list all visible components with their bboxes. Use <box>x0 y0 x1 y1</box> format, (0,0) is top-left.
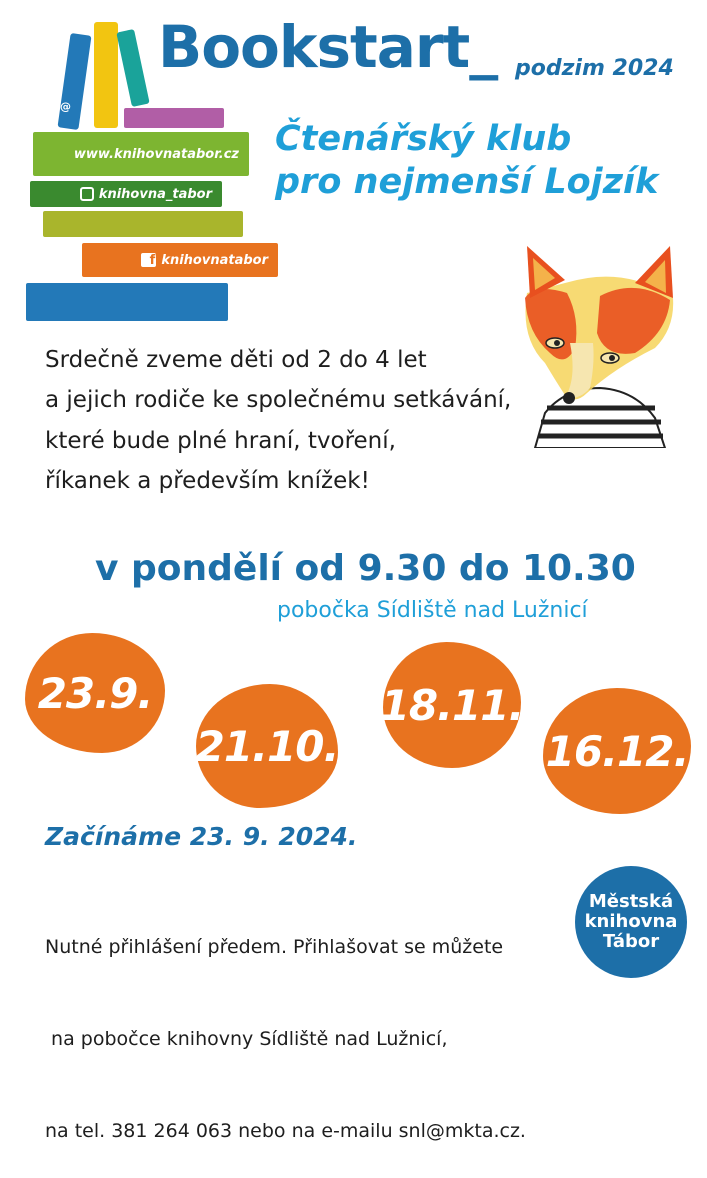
instagram-book[interactable] <box>30 181 222 207</box>
date-badge <box>543 688 691 814</box>
library-logo <box>575 866 687 978</box>
facebook-handle: knihovnatabor <box>161 252 268 268</box>
library-name-line: knihovna <box>584 910 678 932</box>
branch-location: pobočka Sídliště nad Lužnicí <box>277 598 588 623</box>
registration-note <box>45 870 526 1178</box>
invitation-line: Srdečně zveme děti od 2 do 4 let <box>45 347 427 373</box>
date-value: 16.12. <box>545 726 689 776</box>
invitation-line: a jejich rodiče ke společnému setkávání, <box>45 387 512 414</box>
note-line: na tel. 381 264 063 nebo na e-mailu snl@mkta.cz. <box>45 1120 526 1143</box>
note-line: na pobočce knihovny Sídliště nad Lužnicí, <box>45 1027 448 1050</box>
club-name-line2: pro nejmenší Lojzík <box>275 161 659 202</box>
instagram-icon <box>80 187 94 201</box>
logo-spine-blue <box>57 33 91 130</box>
fox-illustration <box>505 238 685 448</box>
facebook-icon: f <box>141 253 156 267</box>
bookstart-title: Bookstart_ <box>158 13 498 81</box>
note-line: Nutné přihlášení předem. Přihlašovat se můžete <box>45 935 504 958</box>
logo-book-purple <box>124 108 224 128</box>
logo-spine-teal <box>116 29 149 107</box>
date-badge <box>380 642 524 768</box>
club-name <box>275 118 658 203</box>
logo-book-olive <box>43 211 243 237</box>
instagram-handle: knihovna_tabor <box>98 186 212 202</box>
meeting-time: v pondělí od 9.30 do 10.30 <box>95 548 636 589</box>
facebook-book[interactable] <box>82 243 278 277</box>
library-name-line: Městská <box>588 890 674 912</box>
club-name-line1: Čtenářský klub <box>275 119 572 159</box>
season-label: podzim 2024 <box>515 56 674 81</box>
start-date: Začínáme 23. 9. 2024. <box>45 822 358 851</box>
date-badge <box>196 684 338 808</box>
date-value: 21.10. <box>195 721 339 771</box>
website-label[interactable]: www.knihovnatabor.cz <box>33 132 249 176</box>
date-badge <box>25 633 165 753</box>
date-value: 23.9. <box>37 668 153 718</box>
logo-spine-yellow <box>94 22 118 128</box>
invitation-line: říkanek a především knížek! <box>45 468 370 495</box>
logo-book-steel <box>26 283 228 321</box>
library-name-line: Tábor <box>602 931 660 953</box>
date-value: 18.11. <box>380 680 524 730</box>
at-icon: @ <box>60 100 71 113</box>
invitation-line: které bude plné hraní, tvoření, <box>45 427 396 454</box>
invitation-text <box>45 340 511 502</box>
